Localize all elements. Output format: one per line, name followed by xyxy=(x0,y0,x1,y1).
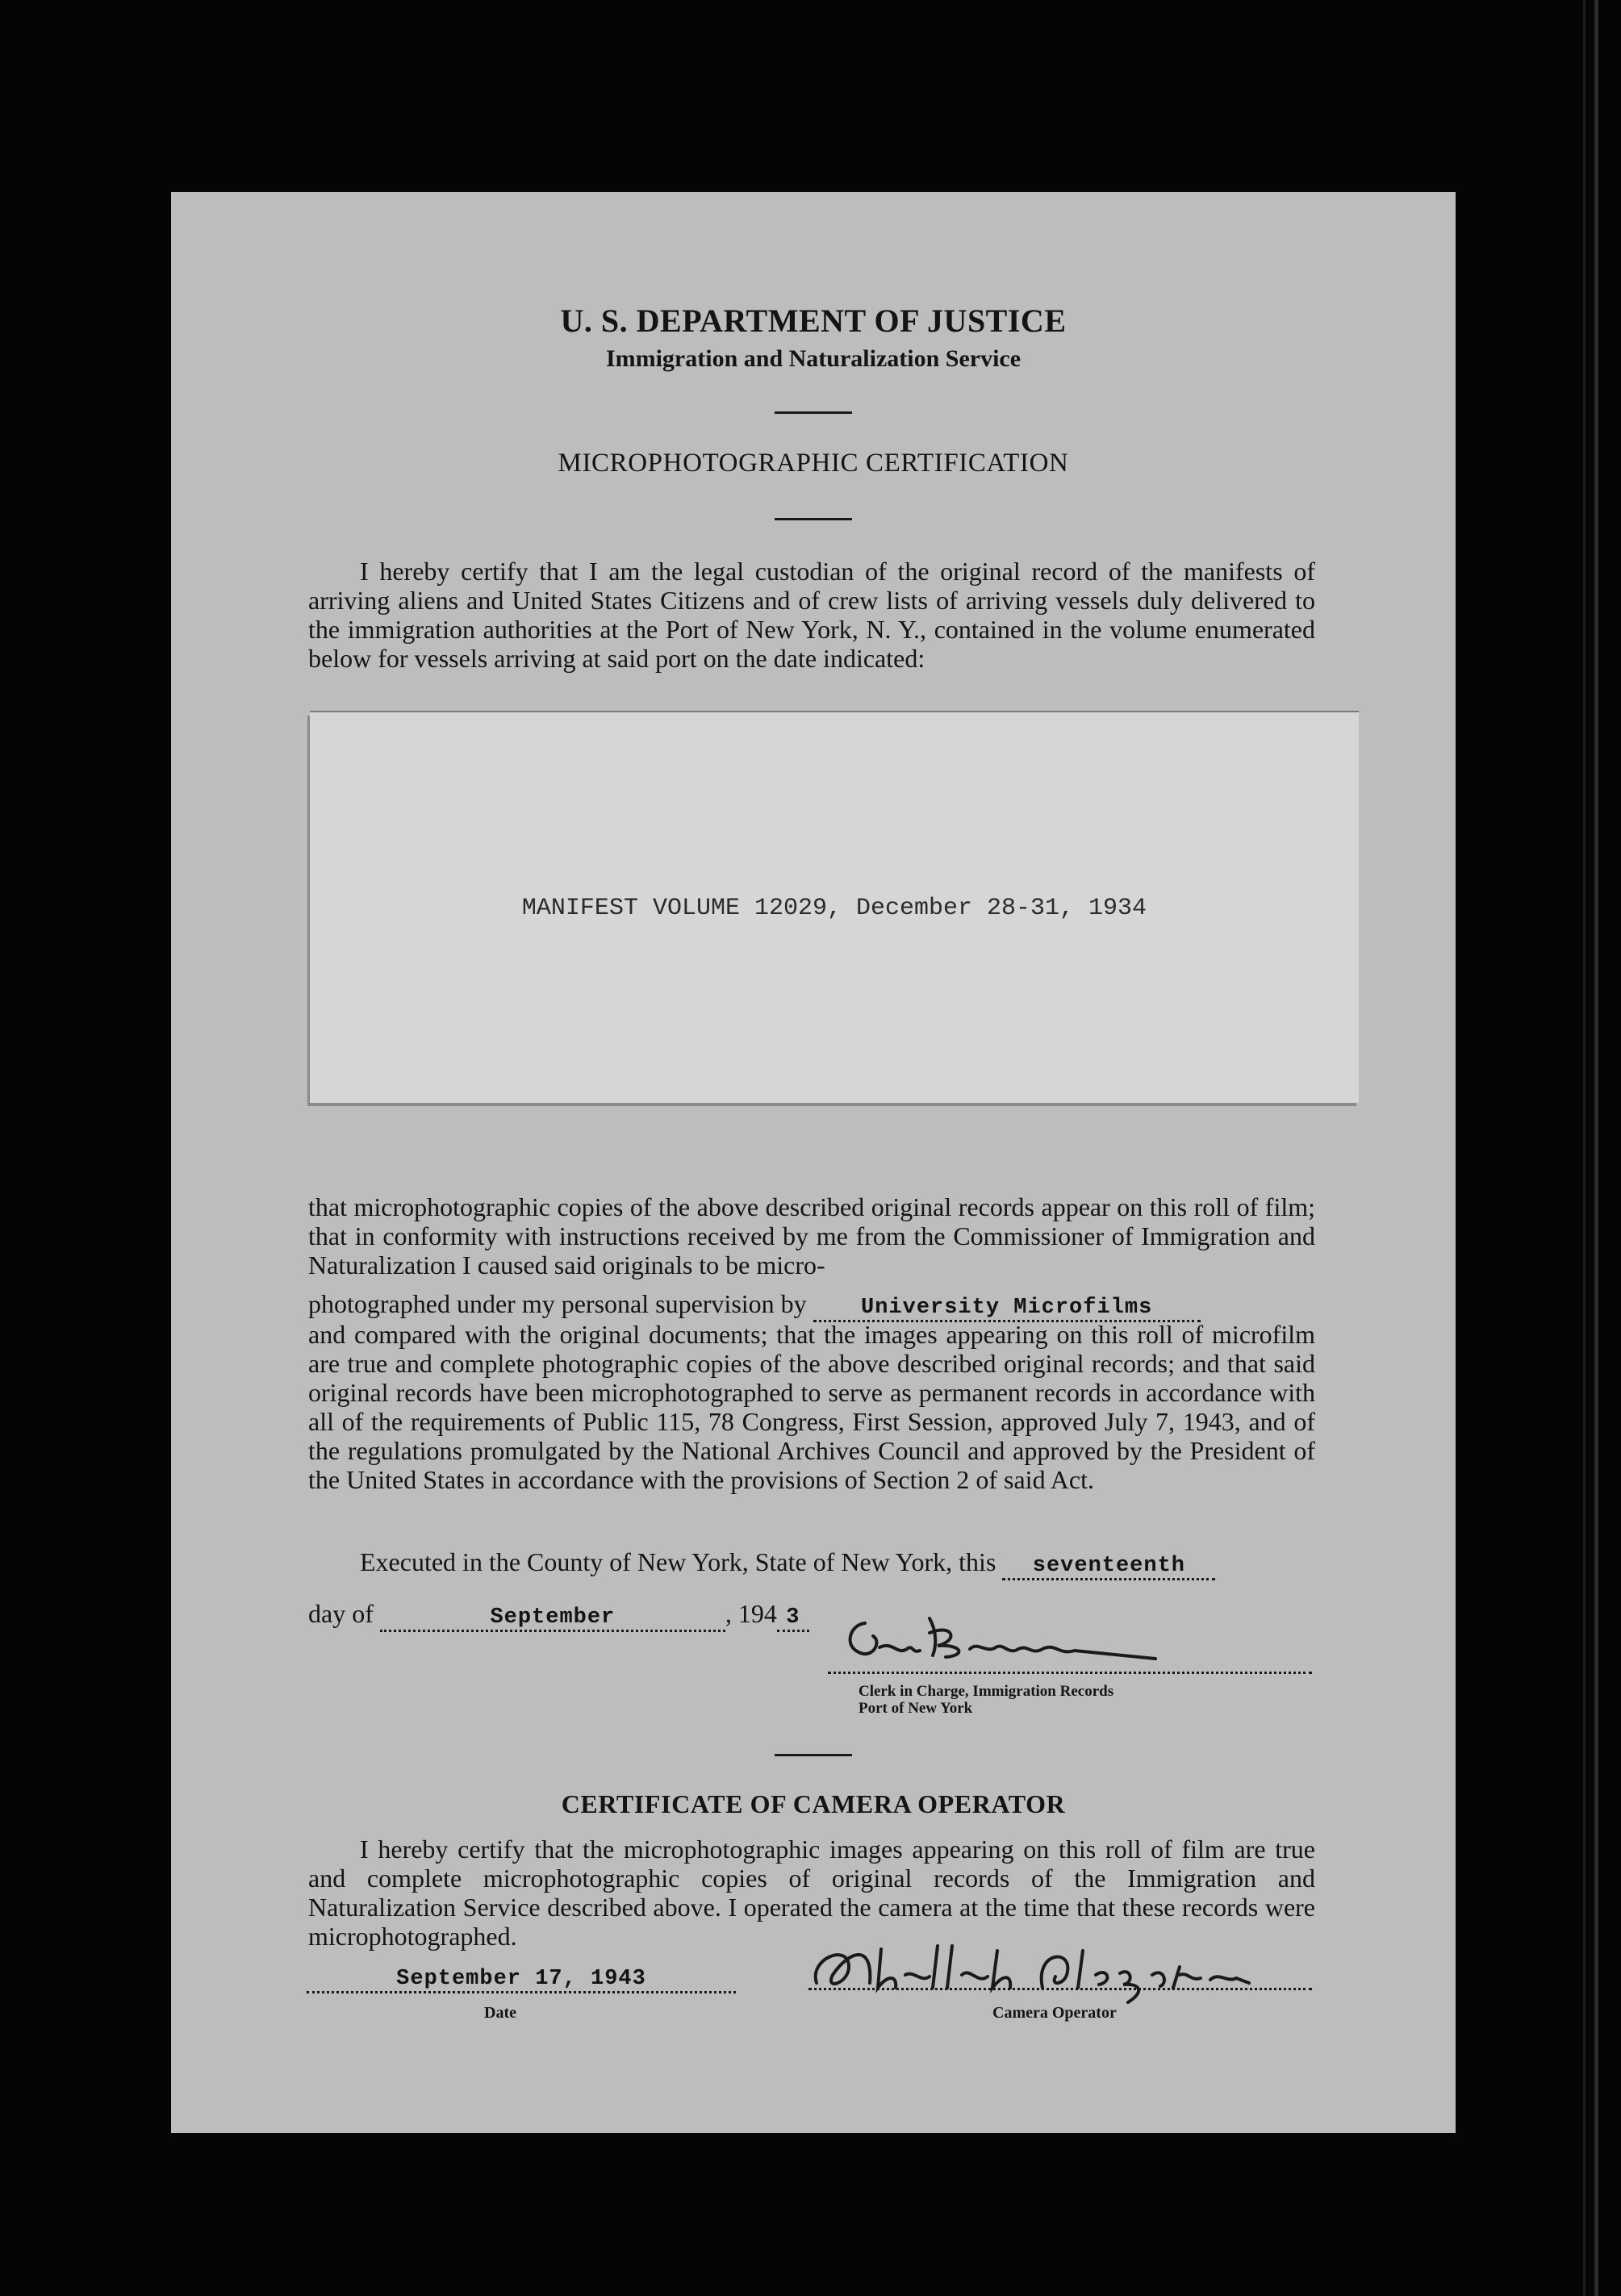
clerk-title xyxy=(859,1683,1113,1717)
divider-3 xyxy=(775,1754,852,1756)
date-label: Date xyxy=(484,2004,516,2022)
certificate-page xyxy=(171,192,1456,2133)
camera-operator-label: Camera Operator xyxy=(992,2004,1117,2022)
clerk-signature-line xyxy=(828,1672,1312,1674)
clerk-signature xyxy=(817,1609,1164,1673)
supervision-line xyxy=(308,1289,1315,1322)
operator-date-value: September 17, 1943 xyxy=(307,1967,736,1993)
executed-prefix: Executed in the County of New York, State of New York, this xyxy=(360,1547,996,1576)
camera-operator-signature xyxy=(800,1935,1252,2007)
divider-1 xyxy=(775,411,852,414)
camera-operator-title: CERTIFICATE OF CAMERA OPERATOR xyxy=(561,1789,1066,1818)
operator-signature-line xyxy=(808,1988,1312,1990)
year-value: 3 xyxy=(777,1605,809,1632)
divider-2 xyxy=(775,518,852,520)
day-of-line xyxy=(308,1599,809,1632)
date-line xyxy=(307,1960,736,1993)
supervision-value: University Microfilms xyxy=(813,1296,1201,1322)
clerk-title-line1: Clerk in Charge, Immigration Records xyxy=(859,1683,1114,1700)
year-prefix: , 194 xyxy=(725,1599,777,1628)
intro-paragraph: I hereby certify that I am the legal custodian of the original record of the manifests of arriving aliens and United States Citizens and of crew lists of arriving vessels duly delivered to the immigration authorities at the Port of New York, N. Y., contained in the volume enumerated below for vessels arriving at said port on the date indicated: xyxy=(308,557,1315,673)
manifest-slip xyxy=(310,712,1359,1103)
body-paragraph-1: that microphotographic copies of the above described original records appear on this roll of film; that in conformity with instructions received by me from the Commissioner of Immigration and Naturalization I caused said originals to be micro- xyxy=(308,1192,1315,1279)
executed-day-value: seventeenth xyxy=(1002,1554,1215,1580)
body-paragraph-2: and compared with the original documents; that the images appearing on this roll of microfilm are true and complete photographic copies of the above described original records; and that said original records have been microphotographed to serve as permanent records in accordance with all of the requirements of Public 115, 78 Congress, First Session, approved July 7, 1943, and of the regulations promulgated by the National Archives Council and approved by the President of the United States in accordance with the provisions of Section 2 of said Act. xyxy=(308,1320,1315,1494)
film-edge-right xyxy=(1594,0,1598,2296)
department-heading: U. S. DEPARTMENT OF JUSTICE xyxy=(560,303,1067,339)
month-value: September xyxy=(380,1605,725,1632)
supervision-prefix: photographed under my personal supervision by xyxy=(308,1289,807,1318)
service-heading: Immigration and Naturalization Service xyxy=(605,345,1021,372)
camera-operator-paragraph: I hereby certify that the microphotographic images appearing on this roll of film are true and complete microphotographic copies of original records of the Immigration and Naturalization Service described above. I operated the camera at the time that these records were microphotographed. xyxy=(308,1835,1315,1951)
certification-title: MICROPHOTOGRAPHIC CERTIFICATION xyxy=(558,449,1069,478)
day-of-label: day of xyxy=(308,1599,374,1628)
film-edge-right-inner xyxy=(1583,0,1585,2296)
clerk-title-line2: Port of New York xyxy=(859,1700,973,1717)
executed-line xyxy=(360,1547,1215,1580)
manifest-volume-text: MANIFEST VOLUME 12029, December 28-31, 1934 xyxy=(521,895,1147,922)
